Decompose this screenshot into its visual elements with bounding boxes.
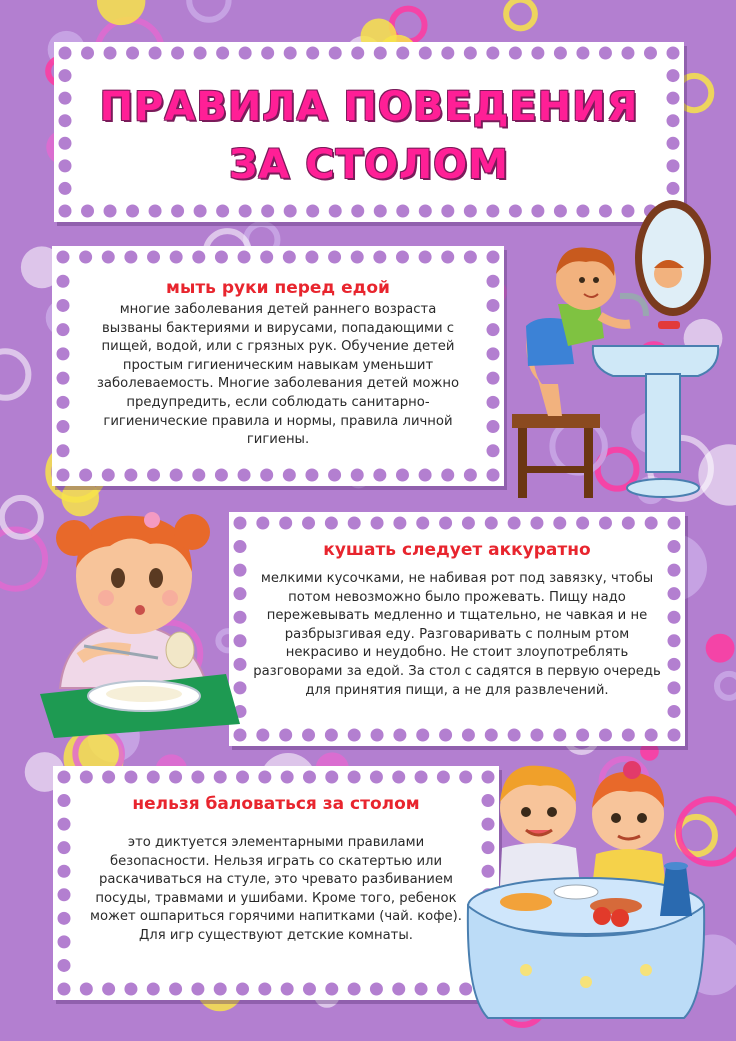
card-hole: [238, 469, 251, 482]
card-hole: [284, 205, 297, 218]
card-hole: [622, 729, 635, 742]
card-hole: [102, 469, 115, 482]
card-hole: [487, 372, 500, 385]
card-hole: [373, 469, 386, 482]
card-hole: [279, 729, 292, 742]
card-hole: [149, 47, 162, 60]
card-hole: [464, 47, 477, 60]
card-hole: [80, 771, 93, 784]
card-hole: [57, 299, 70, 312]
card-hole: [147, 771, 160, 784]
card-hole: [81, 205, 94, 218]
card-hole: [576, 729, 589, 742]
card-hole: [599, 517, 612, 530]
card-hole: [554, 47, 567, 60]
card-hole: [487, 420, 500, 433]
card-hole: [126, 47, 139, 60]
card-hole: [351, 251, 364, 264]
card-hole: [392, 771, 405, 784]
card-hole: [464, 251, 477, 264]
section-text-3: это диктуется элементарными правилами безопасности. Нельзя играть со скатертью или раскачиваться на стуле, это чревато разбиванием посуды, травмами и ушибами. Кроме того, ребенок может ошпариться горячими напитками (чай. кофе). Для игр существуют детские комнаты.: [90, 835, 462, 943]
card-hole: [437, 771, 450, 784]
card-hole: [58, 771, 71, 784]
card-hole: [486, 205, 499, 218]
card-hole: [487, 396, 500, 409]
card-hole: [419, 47, 432, 60]
card-hole: [124, 983, 137, 996]
card-hole: [170, 251, 183, 264]
card-hole: [102, 251, 115, 264]
card-hole: [439, 517, 452, 530]
card-hole: [57, 420, 70, 433]
card-hole: [374, 47, 387, 60]
card-hole: [236, 771, 249, 784]
card-hole: [553, 729, 566, 742]
page-title-line2: ЗА СТОЛОМ: [229, 142, 509, 188]
card-hole: [239, 47, 252, 60]
card-hole: [104, 205, 117, 218]
section-heading-2: кушать следует аккуратно: [323, 540, 591, 560]
card-hole: [371, 517, 384, 530]
card-hole: [215, 469, 228, 482]
card-hole: [396, 47, 409, 60]
card-hole: [373, 251, 386, 264]
card-hole: [216, 47, 229, 60]
card-hole: [644, 47, 657, 60]
card-hole: [325, 517, 338, 530]
card-hole: [59, 205, 72, 218]
card-hole: [668, 729, 681, 742]
section-card-3: [53, 766, 499, 1000]
card-hole: [171, 205, 184, 218]
card-hole: [325, 771, 338, 784]
card-hole: [57, 444, 70, 457]
card-hole: [57, 396, 70, 409]
section-text-2: мелкими кусочками, не набивая рот под завязку, чтобы потом невозможно было прожевать. Пищу надо пережевывать медленно и тщательно, не чавкая и не разбрызгивая еду. Разговаривать с полным ртом некрасиво и неудобно. Не стоит злоупотреблять разговорами за едой. За стол с садятся в первую очередь для принятия пищи, а не для развлечений.: [253, 571, 661, 698]
card-hole: [124, 771, 137, 784]
card-hole: [58, 888, 71, 901]
card-hole: [194, 205, 207, 218]
card-hole: [169, 771, 182, 784]
card-hole: [599, 729, 612, 742]
card-hole: [508, 729, 521, 742]
card-hole: [462, 517, 475, 530]
card-hole: [487, 469, 500, 482]
card-hole: [668, 705, 681, 718]
card-hole: [59, 47, 72, 60]
section-card-2: [229, 512, 685, 746]
card-hole: [393, 729, 406, 742]
girl-eating-porridge-icon: [40, 498, 240, 738]
card-hole: [58, 935, 71, 948]
card-hole: [508, 517, 521, 530]
boy-washing-hands-icon: [508, 196, 730, 502]
card-hole: [553, 517, 566, 530]
card-hole: [104, 47, 117, 60]
card-hole: [283, 469, 296, 482]
card-hole: [214, 983, 227, 996]
card-hole: [419, 205, 432, 218]
card-hole: [576, 47, 589, 60]
card-hole: [329, 205, 342, 218]
card-hole: [437, 983, 450, 996]
title-card: [54, 42, 684, 222]
card-hole: [124, 469, 137, 482]
card-hole: [281, 771, 294, 784]
card-hole: [147, 983, 160, 996]
card-hole: [260, 469, 273, 482]
card-hole: [530, 517, 543, 530]
card-hole: [396, 205, 409, 218]
card-hole: [645, 729, 658, 742]
card-hole: [392, 983, 405, 996]
card-hole: [667, 47, 680, 60]
card-hole: [530, 729, 543, 742]
card-hole: [57, 372, 70, 385]
card-hole: [305, 469, 318, 482]
card-hole: [57, 347, 70, 360]
card-hole: [258, 983, 271, 996]
card-hole: [325, 729, 338, 742]
card-hole: [58, 841, 71, 854]
card-hole: [236, 983, 249, 996]
card-hole: [58, 983, 71, 996]
card-hole: [303, 983, 316, 996]
card-hole: [668, 564, 681, 577]
card-hole: [147, 469, 160, 482]
card-hole: [261, 47, 274, 60]
card-hole: [464, 205, 477, 218]
card-hole: [124, 251, 137, 264]
card-hole: [239, 205, 252, 218]
card-hole: [419, 251, 432, 264]
card-hole: [149, 205, 162, 218]
card-hole: [80, 983, 93, 996]
card-hole: [416, 729, 429, 742]
card-hole: [58, 818, 71, 831]
card-hole: [351, 47, 364, 60]
card-hole: [279, 517, 292, 530]
card-hole: [441, 469, 454, 482]
card-hole: [170, 469, 183, 482]
card-hole: [57, 251, 70, 264]
card-hole: [396, 251, 409, 264]
card-hole: [441, 251, 454, 264]
card-hole: [302, 729, 315, 742]
card-hole: [415, 771, 428, 784]
card-hole: [192, 251, 205, 264]
card-hole: [283, 251, 296, 264]
section-text-1: многие заболевания детей раннего возраста вызваны бактериями и вирусами, попадающими с пищей, водой, или с грязных рук. Обучение детей простым гигиеническим навыкам уменьшит заболеваемость. Многие заболевания детей можно предупредить, если соблюдать санитарно-гигиенические правила и нормы, правила личной гигиены.: [96, 302, 460, 448]
card-hole: [191, 771, 204, 784]
card-hole: [348, 729, 361, 742]
card-hole: [419, 469, 432, 482]
card-hole: [374, 205, 387, 218]
card-hole: [415, 983, 428, 996]
card-hole: [306, 47, 319, 60]
card-hole: [371, 729, 384, 742]
card-hole: [487, 347, 500, 360]
card-hole: [214, 771, 227, 784]
page-title-line1: ПРАВИЛА ПОВЕДЕНИЯ: [99, 84, 639, 130]
card-hole: [351, 205, 364, 218]
card-hole: [348, 983, 361, 996]
card-hole: [576, 517, 589, 530]
card-hole: [171, 47, 184, 60]
card-hole: [58, 959, 71, 972]
card-hole: [464, 469, 477, 482]
card-hole: [216, 205, 229, 218]
card-hole: [305, 251, 318, 264]
card-hole: [57, 469, 70, 482]
card-hole: [531, 47, 544, 60]
card-hole: [79, 469, 92, 482]
card-hole: [487, 251, 500, 264]
card-hole: [102, 983, 115, 996]
card-hole: [192, 469, 205, 482]
card-hole: [667, 69, 680, 82]
card-hole: [325, 983, 338, 996]
card-hole: [370, 983, 383, 996]
card-hole: [487, 444, 500, 457]
card-hole: [256, 517, 269, 530]
card-hole: [329, 47, 342, 60]
card-hole: [58, 865, 71, 878]
card-hole: [348, 771, 361, 784]
card-hole: [645, 517, 658, 530]
card-hole: [509, 47, 522, 60]
card-hole: [668, 587, 681, 600]
card-hole: [393, 517, 406, 530]
card-hole: [256, 729, 269, 742]
card-hole: [416, 517, 429, 530]
card-hole: [281, 983, 294, 996]
card-hole: [260, 251, 273, 264]
card-hole: [59, 69, 72, 82]
card-hole: [622, 517, 635, 530]
card-hole: [147, 251, 160, 264]
card-hole: [126, 205, 139, 218]
card-hole: [194, 47, 207, 60]
card-hole: [258, 771, 271, 784]
card-hole: [621, 47, 634, 60]
card-hole: [57, 323, 70, 336]
card-hole: [485, 729, 498, 742]
card-hole: [668, 611, 681, 624]
card-hole: [441, 47, 454, 60]
card-hole: [370, 771, 383, 784]
card-hole: [668, 634, 681, 647]
card-hole: [261, 205, 274, 218]
section-heading-3: нельзя баловаться за столом: [132, 794, 420, 814]
card-hole: [599, 47, 612, 60]
section-heading-1: мыть руки перед едой: [166, 278, 390, 298]
card-hole: [439, 729, 452, 742]
card-hole: [396, 469, 409, 482]
card-hole: [668, 658, 681, 671]
card-hole: [81, 47, 94, 60]
card-hole: [303, 771, 316, 784]
children-at-table-icon: [466, 756, 714, 1028]
card-hole: [238, 251, 251, 264]
card-hole: [462, 729, 475, 742]
card-hole: [79, 251, 92, 264]
background-dot: [706, 634, 735, 663]
card-hole: [351, 469, 364, 482]
card-hole: [668, 517, 681, 530]
card-hole: [215, 251, 228, 264]
card-hole: [102, 771, 115, 784]
card-hole: [486, 47, 499, 60]
card-hole: [441, 205, 454, 218]
card-hole: [348, 517, 361, 530]
card-hole: [328, 251, 341, 264]
section-card-1: [52, 246, 504, 486]
card-hole: [328, 469, 341, 482]
card-hole: [487, 323, 500, 336]
card-hole: [306, 205, 319, 218]
card-hole: [487, 299, 500, 312]
card-hole: [485, 517, 498, 530]
card-hole: [302, 517, 315, 530]
card-holes: [54, 42, 684, 222]
card-hole: [58, 912, 71, 925]
card-hole: [284, 47, 297, 60]
card-hole: [668, 681, 681, 694]
card-hole: [191, 983, 204, 996]
card-hole: [169, 983, 182, 996]
